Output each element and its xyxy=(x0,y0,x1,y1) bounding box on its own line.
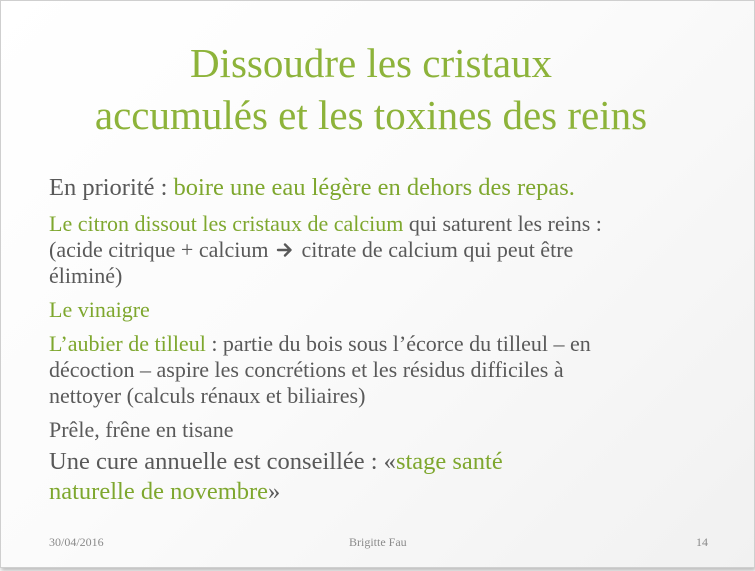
cure-close-quote: » xyxy=(268,478,281,505)
priority-highlight: boire une eau légère en dehors des repas. xyxy=(173,174,575,201)
tilleul-line3: nettoyer (calculs rénaux et biliaires) xyxy=(49,383,366,408)
title-line-1: Dissoudre les cristaux xyxy=(189,40,553,86)
priority-label: En priorité : xyxy=(49,174,174,201)
footer-author: Brigitte Fau xyxy=(349,535,407,549)
paragraph-vinaigre xyxy=(49,297,729,323)
citron-line2-before: (acide citrique + calcium xyxy=(49,237,274,262)
paragraph-tilleul xyxy=(49,331,729,409)
right-arrow-icon xyxy=(276,241,294,259)
vinaigre-highlight: Le vinaigre xyxy=(49,297,150,322)
citron-line2-after: citrate de calcium qui peut être xyxy=(295,237,574,262)
tilleul-highlight: L’aubier de tilleul xyxy=(49,331,206,356)
cure-highlight-a: stage santé xyxy=(395,448,503,475)
citron-text: qui saturent les reins : xyxy=(403,211,602,236)
footer-date: 30/04/2016 xyxy=(49,535,104,549)
footer-page-number: 14 xyxy=(696,535,708,549)
title-line-2: accumulés et les toxines des reins xyxy=(94,92,648,138)
paragraph-prele xyxy=(49,417,729,443)
slide-body xyxy=(49,173,729,507)
citron-line3: éliminé) xyxy=(49,263,123,288)
cure-highlight-b: naturelle de novembre xyxy=(49,478,269,505)
paragraph-citron xyxy=(49,211,729,289)
tilleul-text: : partie du bois sous l’écorce du tilleul – en xyxy=(205,331,591,356)
citron-highlight: Le citron dissout les cristaux de calcium xyxy=(49,211,404,236)
cure-text: Une cure annuelle est conseillée : « xyxy=(49,448,396,475)
slide-title xyxy=(21,37,721,141)
paragraph-priority xyxy=(49,173,729,203)
paragraph-cure xyxy=(49,447,729,507)
tilleul-line2: décoction – aspire les concrétions et les résidus difficiles à xyxy=(49,357,564,382)
prele-text: Prêle, frêne en tisane xyxy=(49,417,234,442)
